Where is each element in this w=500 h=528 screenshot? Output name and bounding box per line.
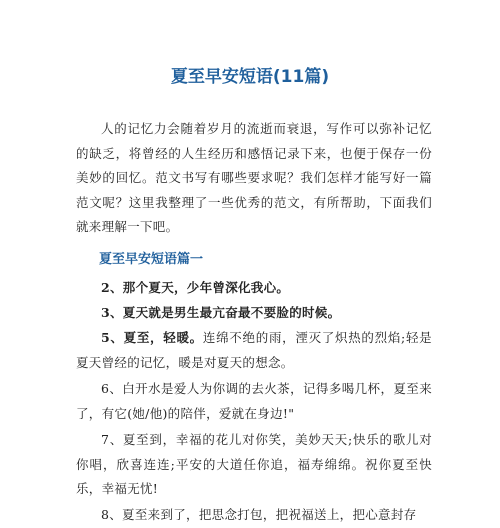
list-item: 2、那个夏天，少年曾深化我心。 xyxy=(101,280,290,295)
intro-paragraph: 人的记忆力会随着岁月的流逝而衰退，写作可以弥补记忆的缺乏，将曾经的人生经历和感悟记录下来，也便于保存一份美妙的回忆。范文书写有哪些要求呢？我们怎样才能写好一篇范文呢？这里我整理了一些优秀的范文，有所帮助，下面我们就来理解一下吧。 xyxy=(76,121,432,235)
list-item-lead: 5、夏至，轻暖。 xyxy=(101,330,203,345)
section-heading: 夏至早安短语篇一 xyxy=(99,252,204,267)
document-title: 夏至早安短语(11篇) xyxy=(170,67,330,87)
list-item: 7、夏至到，幸福的花儿对你笑，美妙天天;快乐的歌儿对你唱，欣喜连连;平安的大道任你追，福寿绵绵。祝你夏至快乐，幸福无忧! xyxy=(76,432,432,497)
list-item: 3、夏天就是男生最亢奋最不要脸的时候。 xyxy=(101,305,341,320)
list-item: 6、白开水是爱人为你调的去火茶，记得多喝几杯，夏至来了，有它(她/他)的陪伴，爱就在身边!" xyxy=(76,381,432,421)
list-item-text: 连绵不绝的雨，湮灭了炽热的烈焰;轻是夏天曾经的记忆，暖是对夏天的想念。 xyxy=(76,330,432,370)
list-item xyxy=(76,326,432,375)
list-item: 8、夏至来到了，把思念打包，把祝福送上，把心意封存 xyxy=(101,507,417,522)
